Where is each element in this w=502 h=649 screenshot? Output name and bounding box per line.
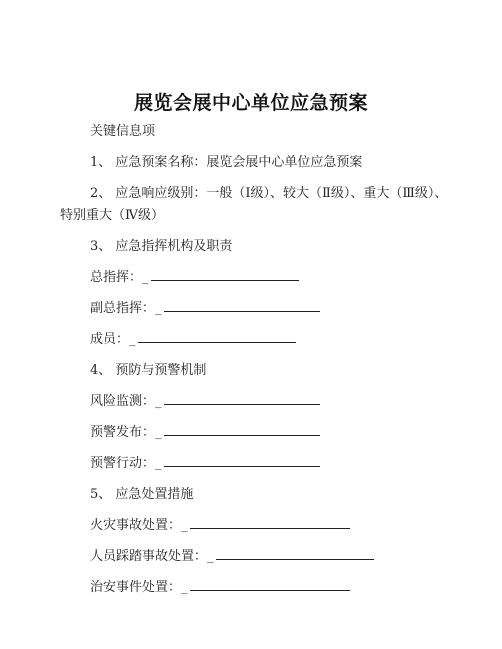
- field-label: 总指挥：: [90, 270, 143, 285]
- field-fire-response: [90, 516, 350, 536]
- item-response-level-continued: 特别重大（Ⅳ级）: [60, 208, 164, 223]
- field-label: 人员踩踏事故处置：: [90, 549, 208, 564]
- field-warning-release: [90, 423, 320, 443]
- field-prefix: _: [142, 270, 149, 285]
- item-response-level: 2、 应急响应级别：一般（Ⅰ级）、较大（Ⅱ级）、重大（Ⅲ级）、: [90, 186, 448, 201]
- field-deputy-commander: [90, 299, 320, 319]
- field-label: 治安事件处置：: [90, 580, 182, 595]
- field-label: 成员：: [90, 332, 130, 347]
- field-stampede-response: [90, 547, 374, 567]
- field-prefix: _: [155, 456, 162, 471]
- section-heading-prevention: 4、 预防与预警机制: [90, 363, 207, 378]
- field-risk-monitoring: [90, 392, 320, 412]
- stampede-response-blank[interactable]: [216, 547, 374, 560]
- intro-text: 关键信息项: [90, 124, 156, 139]
- commander-blank[interactable]: [151, 268, 299, 281]
- field-commander: [90, 268, 299, 288]
- members-blank[interactable]: [138, 330, 296, 343]
- risk-monitoring-blank[interactable]: [164, 392, 320, 405]
- field-label: 预警发布：: [90, 425, 156, 440]
- item-plan-name: 1、 应急预案名称：展览会展中心单位应急预案: [90, 155, 363, 170]
- field-prefix: _: [207, 549, 214, 564]
- field-prefix: _: [155, 394, 162, 409]
- field-prefix: _: [181, 518, 188, 533]
- section-heading-response: 5、 应急处置措施: [90, 487, 194, 502]
- field-label: 火灾事故处置：: [90, 518, 182, 533]
- field-members: [90, 330, 296, 350]
- field-prefix: _: [181, 580, 188, 595]
- field-label: 预警行动：: [90, 456, 156, 471]
- security-response-blank[interactable]: [190, 578, 350, 591]
- fire-response-blank[interactable]: [190, 516, 350, 529]
- warning-release-blank[interactable]: [164, 423, 320, 436]
- deputy-commander-blank[interactable]: [164, 299, 320, 312]
- section-heading-command: 3、 应急指挥机构及职责: [90, 239, 233, 254]
- field-label: 副总指挥：: [90, 301, 156, 316]
- field-prefix: _: [155, 425, 162, 440]
- field-label: 风险监测：: [90, 394, 156, 409]
- document-title: 展览会展中心单位应急预案: [133, 92, 368, 114]
- field-prefix: _: [155, 301, 162, 316]
- field-warning-action: [90, 454, 320, 474]
- warning-action-blank[interactable]: [164, 454, 320, 467]
- field-security-response: [90, 578, 350, 598]
- field-prefix: _: [129, 332, 136, 347]
